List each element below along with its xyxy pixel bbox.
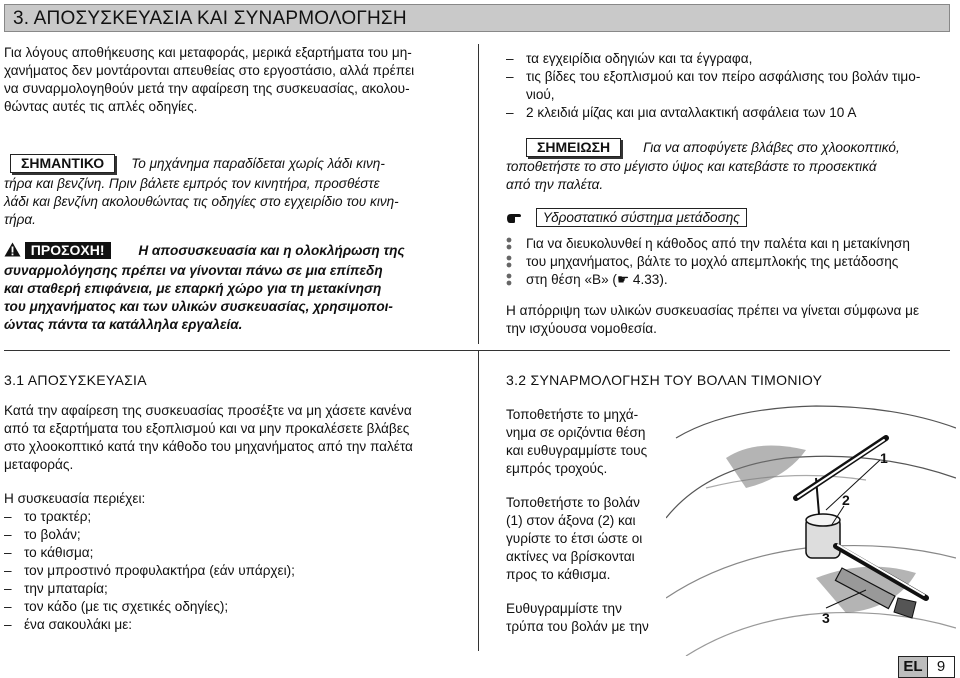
section-divider	[4, 350, 950, 351]
list-item-continuation: νιού,	[526, 87, 555, 102]
callout-1: 1	[880, 450, 888, 466]
list-item: – το τρακτέρ;	[4, 508, 470, 526]
callout-3: 3	[822, 610, 830, 626]
figure-reference[interactable]: 4.33).	[632, 272, 668, 287]
section-3-2-text	[506, 406, 666, 636]
disposal-line: Η απόρριψη των υλικών συσκευασίας πρέπει να γίνεται σύμφωνα με	[506, 303, 920, 318]
warning-line: ώντας πάντα τα κατάλληλα εργαλεία.	[4, 317, 243, 332]
page-badge	[898, 656, 955, 678]
contents-list	[4, 508, 470, 634]
note-line: λάδι και βενζίνη ακολουθώντας τις οδηγίες στο εγχειρίδιο του κινη-	[4, 194, 399, 209]
para-line: Τοποθετήστε το βολάν	[506, 495, 640, 510]
para-line: Τοποθετήστε το μηχά-	[506, 407, 639, 422]
section-3-1	[4, 372, 470, 634]
list-item: – την μπαταρία;	[4, 580, 470, 598]
important-note	[4, 154, 470, 229]
intro-line: Για λόγους αποθήκευσης και μεταφοράς, μερικά εξαρτήματα του μη-	[4, 45, 412, 60]
section-3-2-heading: 3.2 ΣΥΝΑΡΜΟΛΟΓΗΣΗ ΤΟΥ ΒΟΛΑΝ ΤΙΜΟΝΙΟΥ	[506, 372, 823, 388]
steering-wheel-illustration	[666, 398, 956, 656]
list-item: – το κάθισμα;	[4, 544, 470, 562]
warning-icon	[4, 242, 21, 262]
warning-note	[4, 242, 470, 334]
warning-line: Η αποσυσκευασία και η ολοκλήρωση της	[138, 243, 405, 258]
hydro-line: Για να διευκολυνθεί η κάθοδος από την παλέτα και η μετακίνηση	[526, 236, 910, 251]
para-line: γυρίστε το έτσι ώστε οι	[506, 531, 643, 546]
list-item: – ένα σακουλάκι με:	[4, 616, 470, 634]
section-title: 3. ΑΠΟΣΥΣΚΕΥΑΣΙΑ ΚΑΙ ΣΥΝΑΡΜΟΛΟΓΗΣΗ	[4, 4, 950, 32]
para-line: νημα σε οριζόντια θέση	[506, 425, 646, 440]
para-line: εμπρός τροχούς.	[506, 461, 608, 476]
note-label: ΣΗΜΕΙΩΣΗ	[526, 138, 621, 157]
note-line: τήρα και βενζίνη. Πριν βάλετε εμπρός τον κινητήρα, προσθέστε	[4, 176, 380, 191]
para-line: ακτίνες να βρίσκονται	[506, 549, 635, 564]
intro-line: να συναρμολογηθούν μετά την αφαίρεση της συσκευασίας, ακολου-	[4, 81, 410, 96]
page-number: 9	[928, 656, 955, 678]
para-line: μεταφοράς.	[4, 457, 74, 472]
note-line: τοποθετήστε το στο μέγιστο ύψος και κατεβάστε το προσεκτικά	[506, 159, 877, 174]
column-divider	[478, 351, 479, 651]
package-contents-continued	[506, 50, 952, 122]
para-line: τρύπα του βολάν με την	[506, 619, 649, 634]
para-line: από τα εξαρτήματα του εξοπλισμού και να μην προκαλέσετε βλάβες	[4, 421, 410, 436]
dotted-marker-icon	[506, 237, 512, 289]
note-line: Το μηχάνημα παραδίδεται χωρίς λάδι κινη-	[131, 156, 385, 171]
para-line: προς το κάθισμα.	[506, 567, 611, 582]
hydro-line: του μηχανήματος, βάλτε το μοχλό απεμπλοκής της μετάδοσης	[526, 254, 899, 269]
list-item: – 2 κλειδιά μίζας και μια ανταλλακτική ασφάλεια των 10 Α	[506, 104, 952, 122]
note-line: από την παλέτα.	[506, 177, 604, 192]
list-item: – το βολάν;	[4, 526, 470, 544]
warning-label: ΠΡΟΣΟΧΗ!	[25, 242, 111, 259]
disposal-paragraph	[506, 302, 952, 338]
list-item: – τον κάδο (με τις σχετικές οδηγίες);	[4, 598, 470, 616]
intro-line: χανήματος δεν μοντάρονται απευθείας στο εργοστάσιο, αλλά πρέπει	[4, 63, 415, 78]
info-note	[506, 138, 952, 194]
contents-intro: Η συσκευασία περιέχει:	[4, 491, 146, 506]
list-item: – τα εγχειρίδια οδηγιών και τα έγγραφα,	[506, 50, 952, 68]
pointing-hand-icon: ☛	[616, 272, 630, 287]
para-line: στο χλοοκοπτικό κατά την κάθοδο του μηχανήματος από την παλέτα	[4, 439, 413, 454]
column-divider	[478, 44, 479, 344]
hydrostatic-label: Υδροστατικό σύστημα μετάδοσης	[536, 208, 747, 227]
intro-paragraph	[4, 44, 470, 116]
list-item: – τον μπροστινό προφυλακτήρα (εάν υπάρχει);	[4, 562, 470, 580]
intro-line: θώντας αυτές τις απλές οδηγίες.	[4, 99, 198, 114]
note-line: τήρα.	[4, 212, 36, 227]
warning-line: του μηχανήματος και των υλικών συσκευασίας, χρησιμοποι-	[4, 299, 393, 314]
warning-line: και σταθερή επιφάνεια, με επαρκή χώρο για τη μετακίνηση	[4, 281, 382, 296]
para-line: Ευθυγραμμίστε την	[506, 601, 622, 616]
para-line: Κατά την αφαίρεση της συσκευασίας προσέξτε να μη χάσετε κανένα	[4, 403, 412, 418]
list-item: – τις βίδες του εξοπλισμού και τον πείρο ασφάλισης του βολάν τιμο-	[506, 68, 952, 86]
note-line: Για να αποφύγετε βλάβες στο χλοοκοπτικό,	[643, 140, 900, 155]
callout-2: 2	[842, 492, 850, 508]
warning-line: συναρμολόγησης πρέπει να γίνονται πάνω σε μια επίπεδη	[4, 263, 383, 278]
para-line: (1) στον άξονα (2) και	[506, 513, 636, 528]
hydro-line: στη θέση «B» (	[526, 272, 617, 287]
hydrostatic-section	[506, 208, 952, 289]
hand-pointer-icon	[506, 211, 522, 229]
section-3-1-heading: 3.1 ΑΠΟΣΥΣΚΕΥΑΣΙΑ	[4, 372, 147, 388]
disposal-line: την ισχύουσα νομοθεσία.	[506, 321, 657, 336]
para-line: και ευθυγραμμίστε τους	[506, 443, 648, 458]
important-label: ΣΗΜΑΝΤΙΚΟ	[10, 154, 115, 173]
language-code: EL	[898, 656, 928, 678]
